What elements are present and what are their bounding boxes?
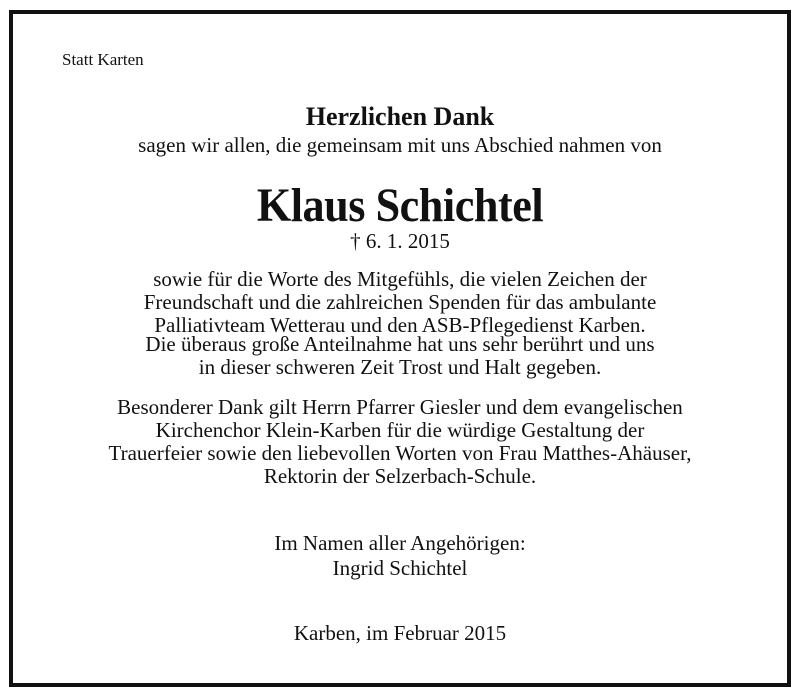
paragraph-special-thanks bbox=[0, 396, 800, 488]
text-line: Freundschaft und die zahlreichen Spenden für das ambulante bbox=[143, 290, 657, 314]
text-line: Rektorin der Selzerbach-Schule. bbox=[263, 464, 537, 488]
text-line: in dieser schweren Zeit Trost und Halt gegeben. bbox=[198, 355, 602, 379]
paragraph-condolences bbox=[0, 268, 800, 337]
text-line: Trauerfeier sowie den liebevollen Worten von Frau Matthes-Ahäuser, bbox=[108, 441, 692, 465]
text-line: Die überaus große Anteilnahme hat uns sehr berührt und uns bbox=[145, 332, 655, 356]
text-line: Besonderer Dank gilt Herrn Pfarrer Giesler und dem evangelischen bbox=[117, 395, 683, 419]
deceased-name: Klaus Schichtel bbox=[256, 179, 544, 232]
thanks-heading: Herzlichen Dank bbox=[305, 102, 495, 131]
signature-name: Ingrid Schichtel bbox=[332, 556, 468, 580]
paragraph-sympathy bbox=[0, 333, 800, 379]
text-line: Palliativteam Wetterau und den ASB-Pflegedienst Karben. bbox=[154, 313, 646, 337]
text-line: Kirchenchor Klein-Karben für die würdige Gestaltung der bbox=[155, 418, 645, 442]
place-and-date: Karben, im Februar 2015 bbox=[293, 621, 507, 645]
thanks-subline: sagen wir allen, die gemeinsam mit uns Abschied nahmen von bbox=[138, 133, 662, 157]
date-of-death: † 6. 1. 2015 bbox=[350, 229, 450, 253]
signature-line: Im Namen aller Angehörigen: bbox=[274, 531, 526, 555]
text-line: sowie für die Worte des Mitgefühls, die vielen Zeichen der bbox=[153, 267, 647, 291]
statt-karten-label: Statt Karten bbox=[62, 50, 144, 69]
signature-block bbox=[0, 531, 800, 581]
